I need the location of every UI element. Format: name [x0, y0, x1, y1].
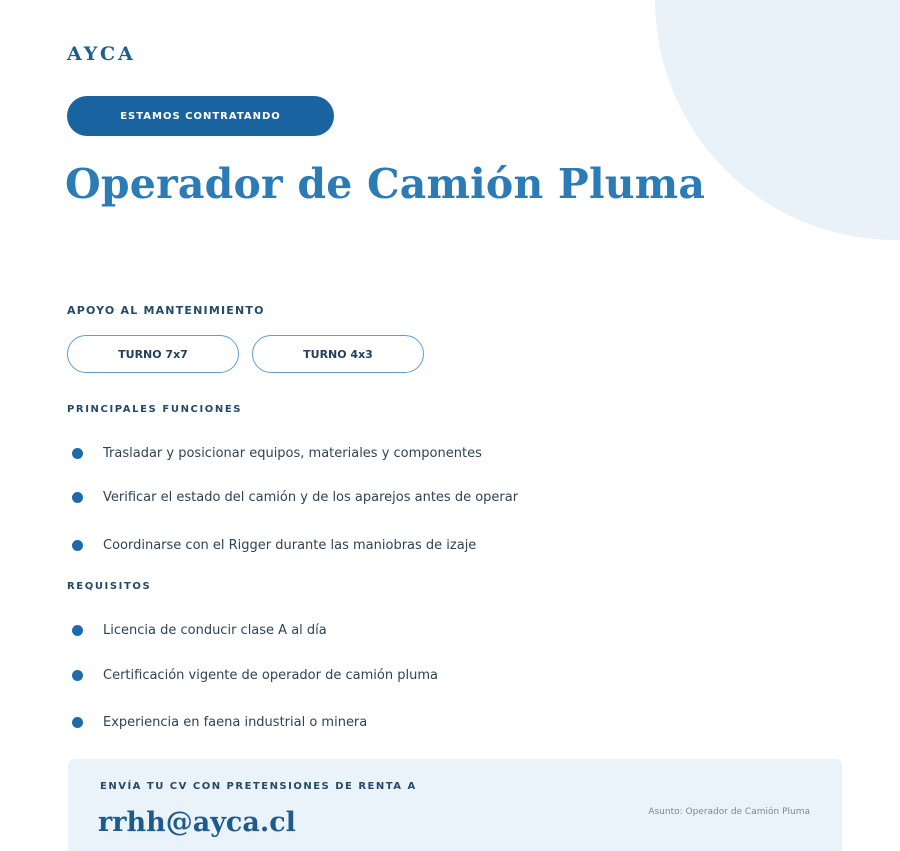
function-item-text: Trasladar y posicionar equipos, materiales y componentes	[103, 446, 482, 461]
contact-subject: Asunto: Operador de Camión Pluma	[648, 807, 810, 817]
contact-email-link[interactable]: rrhh@ayca.cl	[98, 807, 296, 838]
function-item-text: Coordinarse con el Rigger durante las maniobras de izaje	[103, 538, 477, 553]
function-item	[72, 538, 476, 553]
bullet-dot-icon	[72, 492, 83, 503]
function-item	[72, 490, 518, 505]
bullet-dot-icon	[72, 540, 83, 551]
area-label: APOYO AL MANTENIMIENTO	[67, 304, 265, 317]
contact-label: ENVÍA TU CV CON PRETENSIONES DE RENTA A	[100, 781, 417, 792]
requirements-heading: REQUISITOS	[67, 581, 152, 592]
requirement-item-text: Experiencia en faena industrial o minera	[103, 715, 368, 730]
shift-pill-4x3: TURNO 4x3	[252, 335, 424, 373]
requirement-item-text: Certificación vigente de operador de camión pluma	[103, 668, 438, 683]
functions-heading: PRINCIPALES FUNCIONES	[67, 404, 243, 415]
brand-logo: AYCA	[67, 43, 136, 65]
bullet-dot-icon	[72, 625, 83, 636]
job-title: Operador de Camión Pluma	[65, 160, 706, 208]
hiring-badge: ESTAMOS CONTRATANDO	[67, 96, 334, 136]
contact-panel	[68, 759, 842, 851]
function-item	[72, 446, 482, 461]
bullet-dot-icon	[72, 448, 83, 459]
function-item-text: Verificar el estado del camión y de los aparejos antes de operar	[103, 490, 519, 505]
requirement-item	[72, 623, 327, 638]
requirement-item	[72, 715, 367, 730]
requirement-item-text: Licencia de conducir clase A al día	[103, 623, 327, 638]
requirement-item	[72, 668, 438, 683]
bullet-dot-icon	[72, 670, 83, 681]
shift-pill-7x7: TURNO 7x7	[67, 335, 239, 373]
bullet-dot-icon	[72, 717, 83, 728]
